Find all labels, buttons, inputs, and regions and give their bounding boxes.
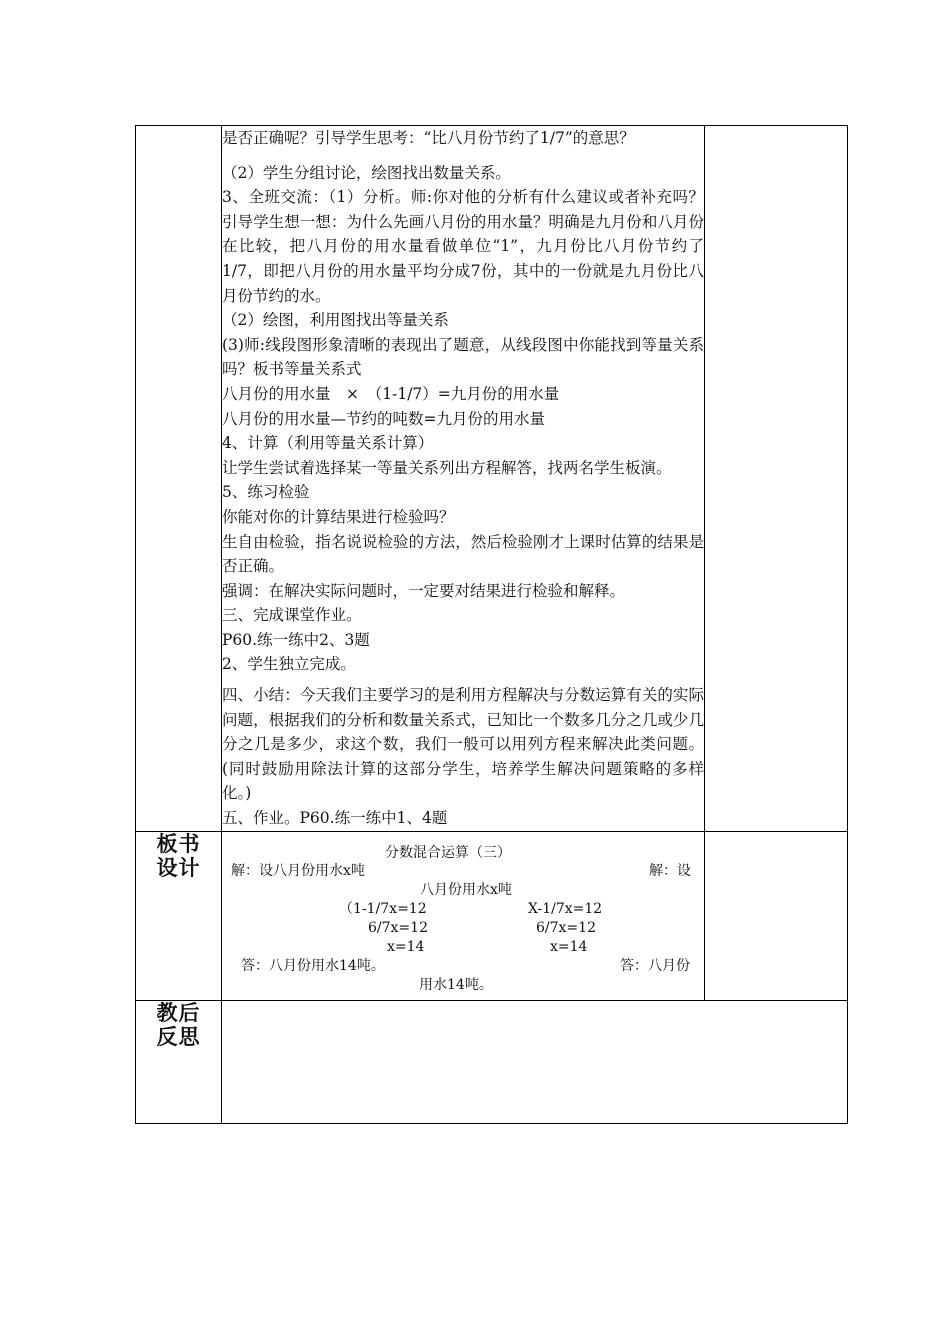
process-line: （2）学生分组讨论，绘图找出数量关系。 — [222, 163, 511, 182]
process-row — [136, 126, 848, 832]
process-line: 生自由检验，指名说说检验的方法，然后检验刚才上课时估算的结果是否正确。 — [222, 532, 704, 576]
reflection-label: 教后 — [156, 1000, 201, 1025]
process-content-cell — [222, 126, 705, 832]
board-right-solve: 解：设 — [649, 862, 691, 879]
reflection-content-cell — [222, 1000, 848, 1123]
board-left-equation: （1-1/7x=12 — [339, 900, 427, 917]
board-label: 板书 — [156, 831, 201, 856]
process-line: 2、学生独立完成。 — [222, 655, 356, 674]
process-line: （2）绘图，利用图找出等量关系 — [222, 311, 449, 330]
board-label-cell — [136, 831, 222, 1000]
process-line: 是否正确呢？引导学生思考：“比八月份节约了1/7”的意思？ — [222, 129, 635, 147]
board-notes-cell — [705, 831, 848, 1000]
reflection-row — [136, 1000, 848, 1123]
process-label-cell — [136, 126, 222, 832]
board-left-solve: 解：设八月份用水x吨 — [231, 862, 365, 879]
board-right-solve: 八月份用水x吨 — [420, 881, 512, 898]
board-left-equation: 6/7x=12 — [368, 919, 428, 936]
board-design — [222, 832, 704, 1000]
process-notes-cell — [705, 126, 848, 832]
board-title: 分数混合运算（三） — [385, 844, 511, 861]
process-line: 3、全班交流：（1）分析。师:你对他的分析有什么建议或者补充吗？引导学生想一想：为什么先画八月份的用水量？明确是九月份和八月份在比较，把八月份的用水量看做单位“1”，九月份比八月份节约了1/7，即把八月份的用水量平均分成7份，其中的一份就是九月份比八月份节约的水。 — [222, 188, 704, 305]
board-right-answer: 用水14吨。 — [419, 976, 493, 993]
process-line: 让学生尝试着选择某一等量关系列出方程解答，找两名学生板演。 — [222, 458, 672, 477]
board-right-equation: X-1/7x=12 — [528, 900, 603, 917]
process-line: 4、计算（利用等量关系计算） — [222, 434, 434, 453]
process-line: (3)师:线段图形象清晰的表现出了题意，从线段图中你能找到等量关系吗？板书等量关系式 — [222, 335, 704, 379]
lesson-plan-table — [135, 125, 848, 1124]
process-line: 八月份的用水量—节约的吨数=九月份的用水量 — [222, 409, 545, 428]
board-right-equation: 6/7x=12 — [536, 919, 596, 936]
board-content-cell — [222, 831, 705, 1000]
process-line: 强调：在解决实际问题时，一定要对结果进行检验和解释。 — [222, 581, 626, 600]
board-left-equation: x=14 — [387, 938, 425, 955]
process-line: 你能对你的计算结果进行检验吗？ — [222, 507, 455, 526]
board-label: 设计 — [156, 855, 201, 880]
process-line: P60.练一练中2、3题 — [222, 630, 370, 649]
process-line: 5、练习检验 — [222, 483, 310, 502]
reflection-label: 反思 — [156, 1024, 201, 1049]
board-right-answer: 答：八月份 — [620, 957, 690, 974]
board-right-equation: x=14 — [550, 938, 588, 955]
reflection-label-cell — [136, 1000, 222, 1123]
process-line: 五、作业。P60.练一练中1、4题 — [222, 809, 448, 828]
process-line: 四、小结：今天我们主要学习的是利用方程解决与分数运算有关的实际问题，根据我们的分析和数量关系式，已知比一个数多几分之几或少几分之几是多少，求这个数，我们一般可以用列方程来解决此类问题。(同时鼓励用除法计算的这部分学生，培养学生解决问题策略的多样化。) — [222, 686, 704, 803]
process-line: 八月份的用水量 × （1-1/7）=九月份的用水量 — [222, 384, 560, 403]
board-row — [136, 831, 848, 1000]
board-left-answer: 答：八月份用水14吨。 — [241, 957, 385, 974]
process-line: 三、完成课堂作业。 — [222, 606, 362, 625]
